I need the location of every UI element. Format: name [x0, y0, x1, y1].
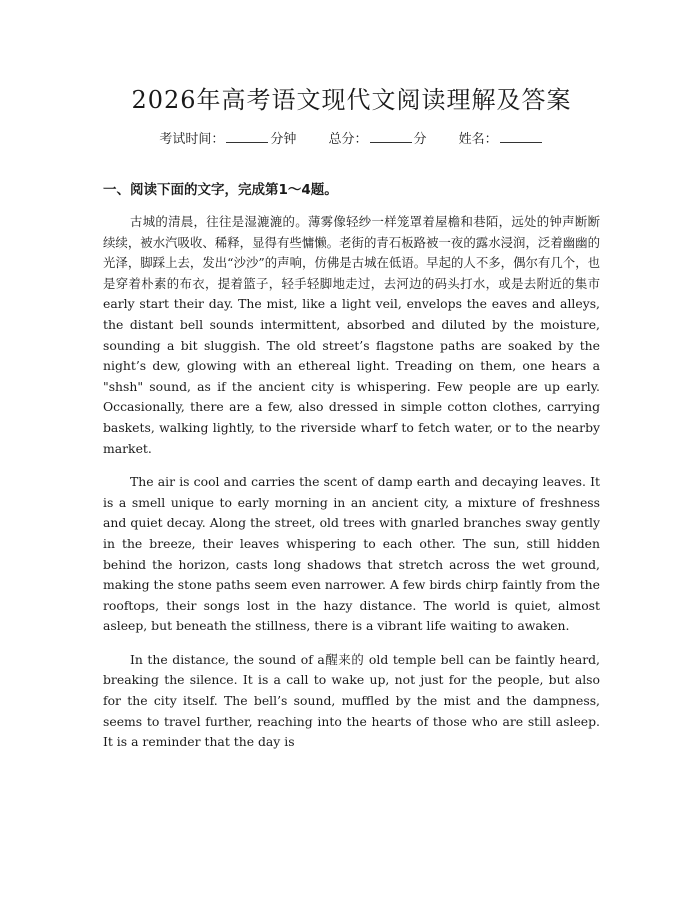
exam-time-field [159, 130, 296, 150]
student-name-blank [500, 130, 542, 143]
total-score-label: 总分： [328, 132, 368, 147]
total-score-field [328, 130, 426, 150]
section-heading: 一、阅读下面的文字，完成第1～4题。 [103, 182, 338, 198]
total-score-unit: 分 [413, 132, 427, 147]
reading-paragraph-3: In the distance, the sound of a醒来的 old temple bell can be faintly heard, breaking the silence. It is a call to wake up, not just for the people, but also for the city itself. The bell’s sound, muffled by the mist and the dampness, seems to travel further, reaching into the hearts of those who are still asleep. It is a reminder that the day is [103, 651, 600, 750]
total-score-blank [370, 130, 412, 143]
student-name-field [459, 130, 544, 150]
student-name-label: 姓名： [458, 132, 498, 147]
reading-paragraph-1: 古城的清晨，往往是湿漉漉的。薄雾像轻纱一样笼罩着屋檐和巷陌，远处的钟声断断续续，被水汽吸收、稀释，显得有些慵懒。老街的青石板路被一夜的露水浸润，泛着幽幽的光泽，脚踩上去，发出“沙沙”的声响，仿佛是古城在低语。早起的人不多，偶尔有几个，也是穿着朴素的布衣，提着篮子，轻手轻脚地走过，去河边的码头打水，或是去附近的集市 early start their day. The mist, like a light veil, envelops the eaves and alleys, the distant bell sounds intermittent, absorbed and diluted by the moisture, sounding a bit sluggish. The old street’s flagstone paths are soaked by the night’s dew, glowing with an ethereal light. Treading on them, one hears a "shsh" sound, as if the ancient city is whispering. Few people are up early. Occasionally, there are a few, also dressed in simple cotton clothes, carrying baskets, walking lightly, to the riverside wharf to fetch water, or to the nearby market. [103, 214, 600, 456]
exam-time-blank [226, 130, 268, 143]
exam-time-label: 考试时间： [159, 132, 225, 147]
reading-paragraph-2: The air is cool and carries the scent of damp earth and decaying leaves. It is a smell unique to early morning in an ancient city, a mixture of freshness and quiet decay. Along the street, old trees with gnarled branches sway gently in the breeze, their leaves whispering to each other. The sun, still hidden behind the horizon, casts long shadows that stretch across the wet ground, making the stone paths seem even narrower. A few birds chirp faintly from the rooftops, their songs lost in the hazy distance. The world is quiet, almost asleep, but beneath the stillness, there is a vibrant life waiting to awaken. [103, 474, 600, 634]
exam-time-unit: 分钟 [270, 132, 297, 147]
exam-info-line [103, 130, 600, 150]
document-title: 2026年高考语文现代文阅读理解及答案 [131, 86, 572, 114]
